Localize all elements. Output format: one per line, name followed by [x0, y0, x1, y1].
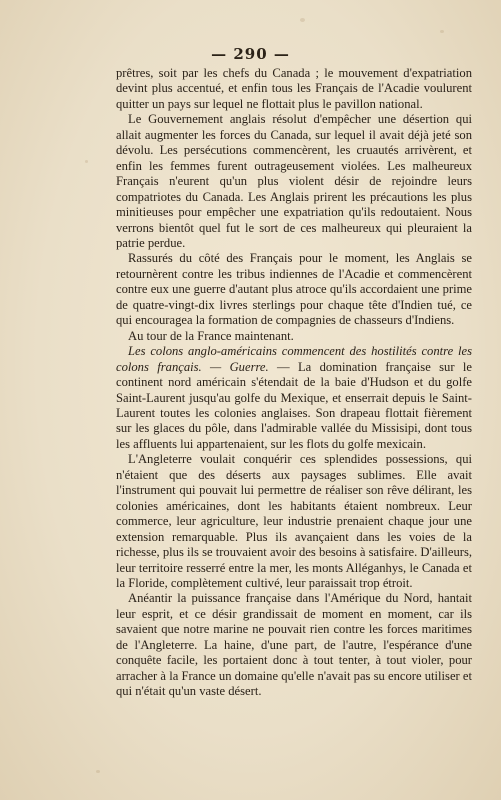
paper-stain — [85, 160, 88, 163]
paragraph: Rassurés du côté des Français pour le moment, les Anglais se retournèrent contre les tribus indiennes de l'Acadie et commencèrent contre eux une guerre d'autant plus atroce qu'ils accordaient une prime de quatre-vingt-dix livres sterlings pour chaque tête d'Indien tué, ce qui encouragea la formation de compagnies de chasseurs d'Indiens. — [116, 251, 472, 328]
paper-stain — [96, 770, 100, 773]
paragraph: Anéantir la puissance française dans l'Amérique du Nord, hantait leur esprit, et ce désir grandissait de moment en moment, car ils savaient que notre marine ne pouvait rien contre les forces maritimes de l'Angleterre. La haine, d'une part, de l'autre, l'espérance d'une conquête facile, les portaient donc à tout tenter, à tout violer, pour arracher à la France un domaine qu'elle n'avait pas su encore utiliser et qui n'était qu'un vaste désert. — [116, 591, 472, 699]
section-heading: Les colons anglo-américains commencent des hostilités contre les colons français. — Guerre. — [116, 344, 472, 374]
paragraph-section-heading: Les colons anglo-américains commencent des hostilités contre les colons français. — Guerre. — La domination française sur le continent nord américain s'étendait de la baie d'Hudson et du golfe Saint-Laurent jusqu'au golfe du Mexique, et enserrait depuis le Saint-Laurent toutes les colonies anglaises. Son drapeau flottait fièrement sur les glaces du pôle, dans l'admirable vallée du Missisipi, dont tous les affluents lui appartenaient, sur les flots du golfe mexicain. — [116, 344, 472, 451]
paragraph: L'Angleterre voulait conquérir ces splendides possessions, qui n'étaient que des déserts aux paysages sublimes. Elle avait l'instrument qui pouvait lui permettre de réaliser son rêve délirant, les colonies américaines, dont les habitants étaient nombreux. Leur commerce, leur agriculture, leur industrie prenaient chaque jour une extension remarquable. Plus ils avançaient dans les voies de la richesse, plus ils se trouvaient avoir des besoins à satisfaire. D'ailleurs, leur territoire resserré entre la mer, les monts Alléganhys, le Canada et la Floride, complètement cultivé, leur paraissait trop étroit. — [116, 452, 472, 590]
body-text — [116, 66, 472, 700]
paper-stain — [440, 30, 444, 33]
paper-stain — [300, 18, 305, 22]
paragraph: Le Gouvernement anglais résolut d'empêcher une désertion qui allait augmenter les forces du Canada, sur lequel il avait déjà jeté son dévolu. Les persécutions commencèrent, les cruautés arrivèrent, et enfin les femmes furent outrageusement violées. Les malheureux Français n'eurent qu'un plus violent désir de rejoindre leurs compatriotes du Canada. Les Anglais prirent les précautions les plus minitieuses pour empêcher une expatriation qu'ils redoutaient. Nous verrons bientôt quel fut le sort de ces malheureux qui pleuraient la patrie perdue. — [116, 112, 472, 250]
paragraph: prêtres, soit par les chefs du Canada ; le mouvement d'expatriation devint plus accentué, et enfin tous les Français de l'Acadie voulurent quitter un pays sur lequel ne flottait plus le pavillon national. — [116, 66, 472, 111]
page-number: — 290 — — [211, 45, 290, 63]
paragraph: Au tour de la France maintenant. — [128, 328, 294, 343]
